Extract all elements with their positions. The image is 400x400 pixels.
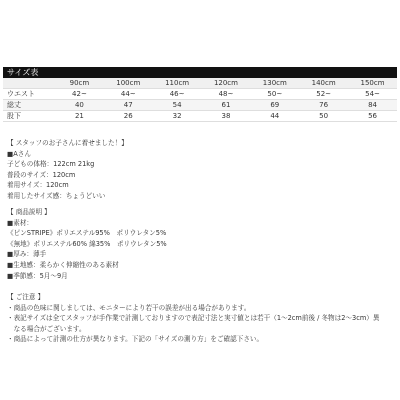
table-row [3, 111, 397, 122]
note-line: ・表記サイズは全てスタッフが手作業で計測しておりますので表記寸法と実寸値とは若干（1～2cm前後 / 冬物は2～3cm）異 [7, 314, 380, 323]
size-table-header-row [3, 78, 397, 89]
table-cell: 44 [250, 111, 299, 122]
product-line: ■季節感：5月～9月 [7, 271, 68, 280]
staff-line: 子どもの体格：122cm 21kg [7, 160, 95, 169]
product-line: ■厚み：薄手 [7, 250, 47, 259]
notes-section [7, 292, 379, 345]
table-cell: 61 [202, 100, 251, 111]
staff-section [7, 138, 128, 202]
table-cell: 76 [299, 100, 348, 111]
size-col-header: 150cm [348, 78, 397, 89]
note-line: ・商品の色味に関しましては、モニターにより若干の誤差が出る場合があります。 [7, 303, 251, 312]
row-label: 股下 [3, 111, 55, 122]
table-cell: 54 [153, 100, 202, 111]
product-line: ■生地感：柔らかく伸縮性のある素材 [7, 260, 119, 269]
table-cell: 38 [202, 111, 251, 122]
table-cell: 44~ [104, 89, 153, 100]
row-label: 総丈 [3, 100, 55, 111]
staff-line: 着用サイズ：120cm [7, 181, 69, 190]
product-heading: 【 商品説明 】 [7, 208, 51, 216]
notes-heading: 【 ご注意 】 [7, 293, 45, 301]
table-cell: 50 [299, 111, 348, 122]
table-cell: 50~ [250, 89, 299, 100]
product-line: 《無地》ポリエステル60% 綿35% ポリウレタン5% [7, 239, 167, 248]
note-line: ・商品によって計測の仕方が異なります。下記の「サイズの測り方」をご確認下さい。 [7, 335, 264, 344]
table-cell: 54~ [348, 89, 397, 100]
size-col-header: 90cm [55, 78, 104, 89]
table-cell: 47 [104, 100, 153, 111]
staff-line: 普段のサイズ：120cm [7, 170, 76, 179]
table-cell: 40 [55, 100, 104, 111]
size-col-header: 130cm [250, 78, 299, 89]
table-cell: 46~ [153, 89, 202, 100]
size-table-corner [3, 78, 55, 89]
staff-line: 着用したサイズ感：ちょうどいい [7, 191, 106, 200]
table-row [3, 89, 397, 100]
table-row [3, 100, 397, 111]
table-cell: 21 [55, 111, 104, 122]
note-line: なる場合がございます。 [7, 324, 86, 333]
staff-heading: 【 スタッフのお子さんに着せました！】 [7, 139, 128, 147]
size-col-header: 140cm [299, 78, 348, 89]
staff-line: ■Aさん [7, 149, 31, 158]
size-col-header: 120cm [202, 78, 251, 89]
table-cell: 26 [104, 111, 153, 122]
size-table-title: サイズ表 [3, 67, 397, 78]
table-cell: 69 [250, 100, 299, 111]
size-table [3, 78, 397, 122]
table-cell: 56 [348, 111, 397, 122]
product-section [7, 207, 167, 281]
table-cell: 52~ [299, 89, 348, 100]
size-col-header: 110cm [153, 78, 202, 89]
table-cell: 84 [348, 100, 397, 111]
table-cell: 32 [153, 111, 202, 122]
table-cell: 48~ [202, 89, 251, 100]
product-line: ■素材： [7, 218, 34, 227]
row-label: ウエスト [3, 89, 55, 100]
product-line: 《ピンSTRIPE》ポリエステル95% ポリウレタン5% [7, 229, 167, 238]
table-cell: 42~ [55, 89, 104, 100]
size-col-header: 100cm [104, 78, 153, 89]
